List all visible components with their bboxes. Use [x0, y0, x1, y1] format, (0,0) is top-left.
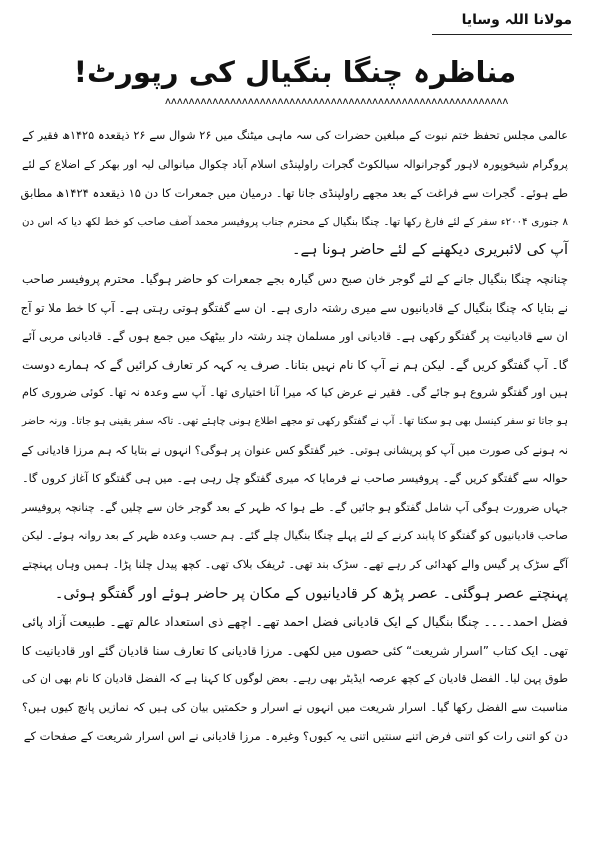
- body-line: نے بتایا کہ چنگا بنگیال کے قادیانیوں سے میری رشتہ داری ہے۔ ان سے گفتگو ہوتی رہتی ہے۔ آپ کا خط ملا تو آج: [20, 300, 568, 315]
- body-line: طے ہوئے۔ گجرات سے فراغت کے بعد مجھے راولپنڈی جانا تھا۔ درمیان میں جمعرات کا دن ۱۵ ذیقعدہ ۱۴۲۴ھ مطابق: [20, 186, 568, 201]
- body-line: نہ ہونے کی صورت میں آپ کو پریشانی ہوتی۔ خیر گفتگو کس عنوان پر ہوگی؟ انہوں نے بتایا کہ ہم مرزا قادیانی کے: [21, 443, 568, 457]
- body-line: آپ کی لائبریری دیکھنے کے لئے حاضر ہونا ہے۔: [292, 242, 568, 259]
- author-underline: [432, 34, 572, 35]
- body-line: آگے سڑک پر گیس والے کھدائی کر رہے تھے۔ سڑک بند تھی۔ ٹریفک بلاک تھی۔ کچھ پیدل چلنا پڑا۔ ہمیں وہاں پہنچتے: [22, 557, 568, 571]
- title-ornament: ʌʌʌʌʌʌʌʌʌʌʌʌʌʌʌʌʌʌʌʌʌʌʌʌʌʌʌʌʌʌʌʌʌʌʌʌʌʌʌʌʌʌʌʌʌʌʌʌʌʌʌʌʌʌʌʌʌʌ: [165, 96, 509, 107]
- body-line: پروگرام شیخوپورہ لاہور گوجرانوالہ سیالکوٹ گجرات راولپنڈی اسلام آباد چکوال میانوالی لیہ اور بھکر کے اضلاع کے لئے: [22, 157, 568, 171]
- body-line: فضل احمد۔۔۔۔ چنگا بنگیال کے ایک قادیانی فضل احمد تھے۔ اچھے ذی استعداد عالم تھے۔ طبیعت آزاد پائی: [21, 614, 568, 630]
- author-name: مولانا اللہ وسایا: [461, 12, 572, 28]
- article-title: مناظرہ چنگا بنگیال کی رپورٹ!: [73, 55, 517, 89]
- body-line: طوق پہن لیا۔ الفضل قادیان کے کچھ عرصہ ایڈیٹر بھی رہے۔ بعض لوگوں کا کہنا ہے کہ الفضل قادیان کا نام بھی ان کی: [22, 672, 568, 686]
- body-line: جہاں ضرورت ہوگی آپ شامل گفتگو ہو جائیں گے۔ طے ہوا کہ ظہر کے بعد گوجر خان سے چلیں گے۔ چنانچہ پروفیسر: [22, 500, 568, 514]
- body-line: چنانچہ چنگا بنگیال جانے کے لئے گوجر خان صبح دس گیارہ بجے جمعرات کو حاضر ہوگیا۔ محترم پروفیسر صاحب: [22, 271, 568, 286]
- body-line: گا۔ آپ گفتگو کریں گے۔ لیکن ہم نے آپ کا نام نہیں بتانا۔ صرف یہ کہہ کر تعارف کرائیں گے کہ ہمارے دوست: [22, 357, 568, 372]
- body-line: تھی۔ ایک کتاب ”اسرار شریعت“ کئی حصوں میں لکھی۔ مرزا قادیانی کا تعارف سنا قادیان گئے اور قادیانیت کا: [21, 643, 568, 658]
- body-line: مناسبت سے الفضل رکھا گیا۔ اسرار شریعت میں انہوں نے اسرار و حکمتیں بیان کی ہیں کہ نمازیں پانچ کیوں ہیں؟: [22, 700, 568, 714]
- article-body: [22, 122, 568, 751]
- body-line: حوالہ سے گفتگو کریں گے۔ پروفیسر صاحب نے فرمایا کہ میری گفتگو چل رہی ہے۔ میں ہی گفتگو کا آغاز کروں گا۔: [22, 472, 568, 486]
- body-line: صاحب قادیانیوں کو گفتگو کا پابند کرنے کے لئے پہلے چنگا بنگیال چلے گئے۔ ہم حسب وعدہ ظہر کے بعد روانہ ہوئے۔ لیکن: [21, 529, 568, 543]
- body-line: پہنچتے عصر ہوگئی۔ عصر پڑھ کر قادیانیوں کے مکان پر حاضر ہوئے اور گفتگو ہوئی۔: [54, 585, 568, 602]
- body-line: دن کو اتنی رات کو اتنی فرض اتنے سنتیں اتنی یہ کیوں؟ وغیرہ۔ مرزا قادیانی نے اس اسرار شریعت کے صفحات کے: [23, 729, 568, 744]
- body-line: عالمی مجلس تحفظ ختم نبوت کے مبلغین حضرات کی سہ ماہی میٹنگ میں ۲۶ شوال سے ۲۶ ذیقعدہ ۱۴۲۵ھ فقیر کے: [22, 129, 568, 142]
- body-line: ان سے قادیانیت پر گفتگو رکھی ہے۔ قادیانی اور مسلمان چند رشتہ دار بیٹھک میں جمع ہوں گے۔ قادیانی مربی آئے: [22, 329, 568, 344]
- body-line: ہو جاتا تو سفر کینسل بھی ہو سکتا تھا۔ آپ نے گفتگو رکھی تو مجھے اطلاع ہونی چاہئے تھی۔ تاکہ سفر یقینی ہو جاتا۔ ورنہ حاضر: [22, 415, 568, 427]
- body-line: ۸ جنوری ۲۰۰۴ء سفر کے لئے فارغ رکھا تھا۔ چنگا بنگیال کے محترم جناب پروفیسر محمد آصف صاحب کو خط لکھ دیا کہ اس دن: [22, 215, 568, 228]
- body-line: ہیں اور گفتگو شروع ہو جائے گی۔ فقیر نے عرض کیا کہ میرا آنا اختیاری تھا۔ آپ سے وعدہ نہ تھا۔ کوئی ضروری کام: [22, 386, 568, 400]
